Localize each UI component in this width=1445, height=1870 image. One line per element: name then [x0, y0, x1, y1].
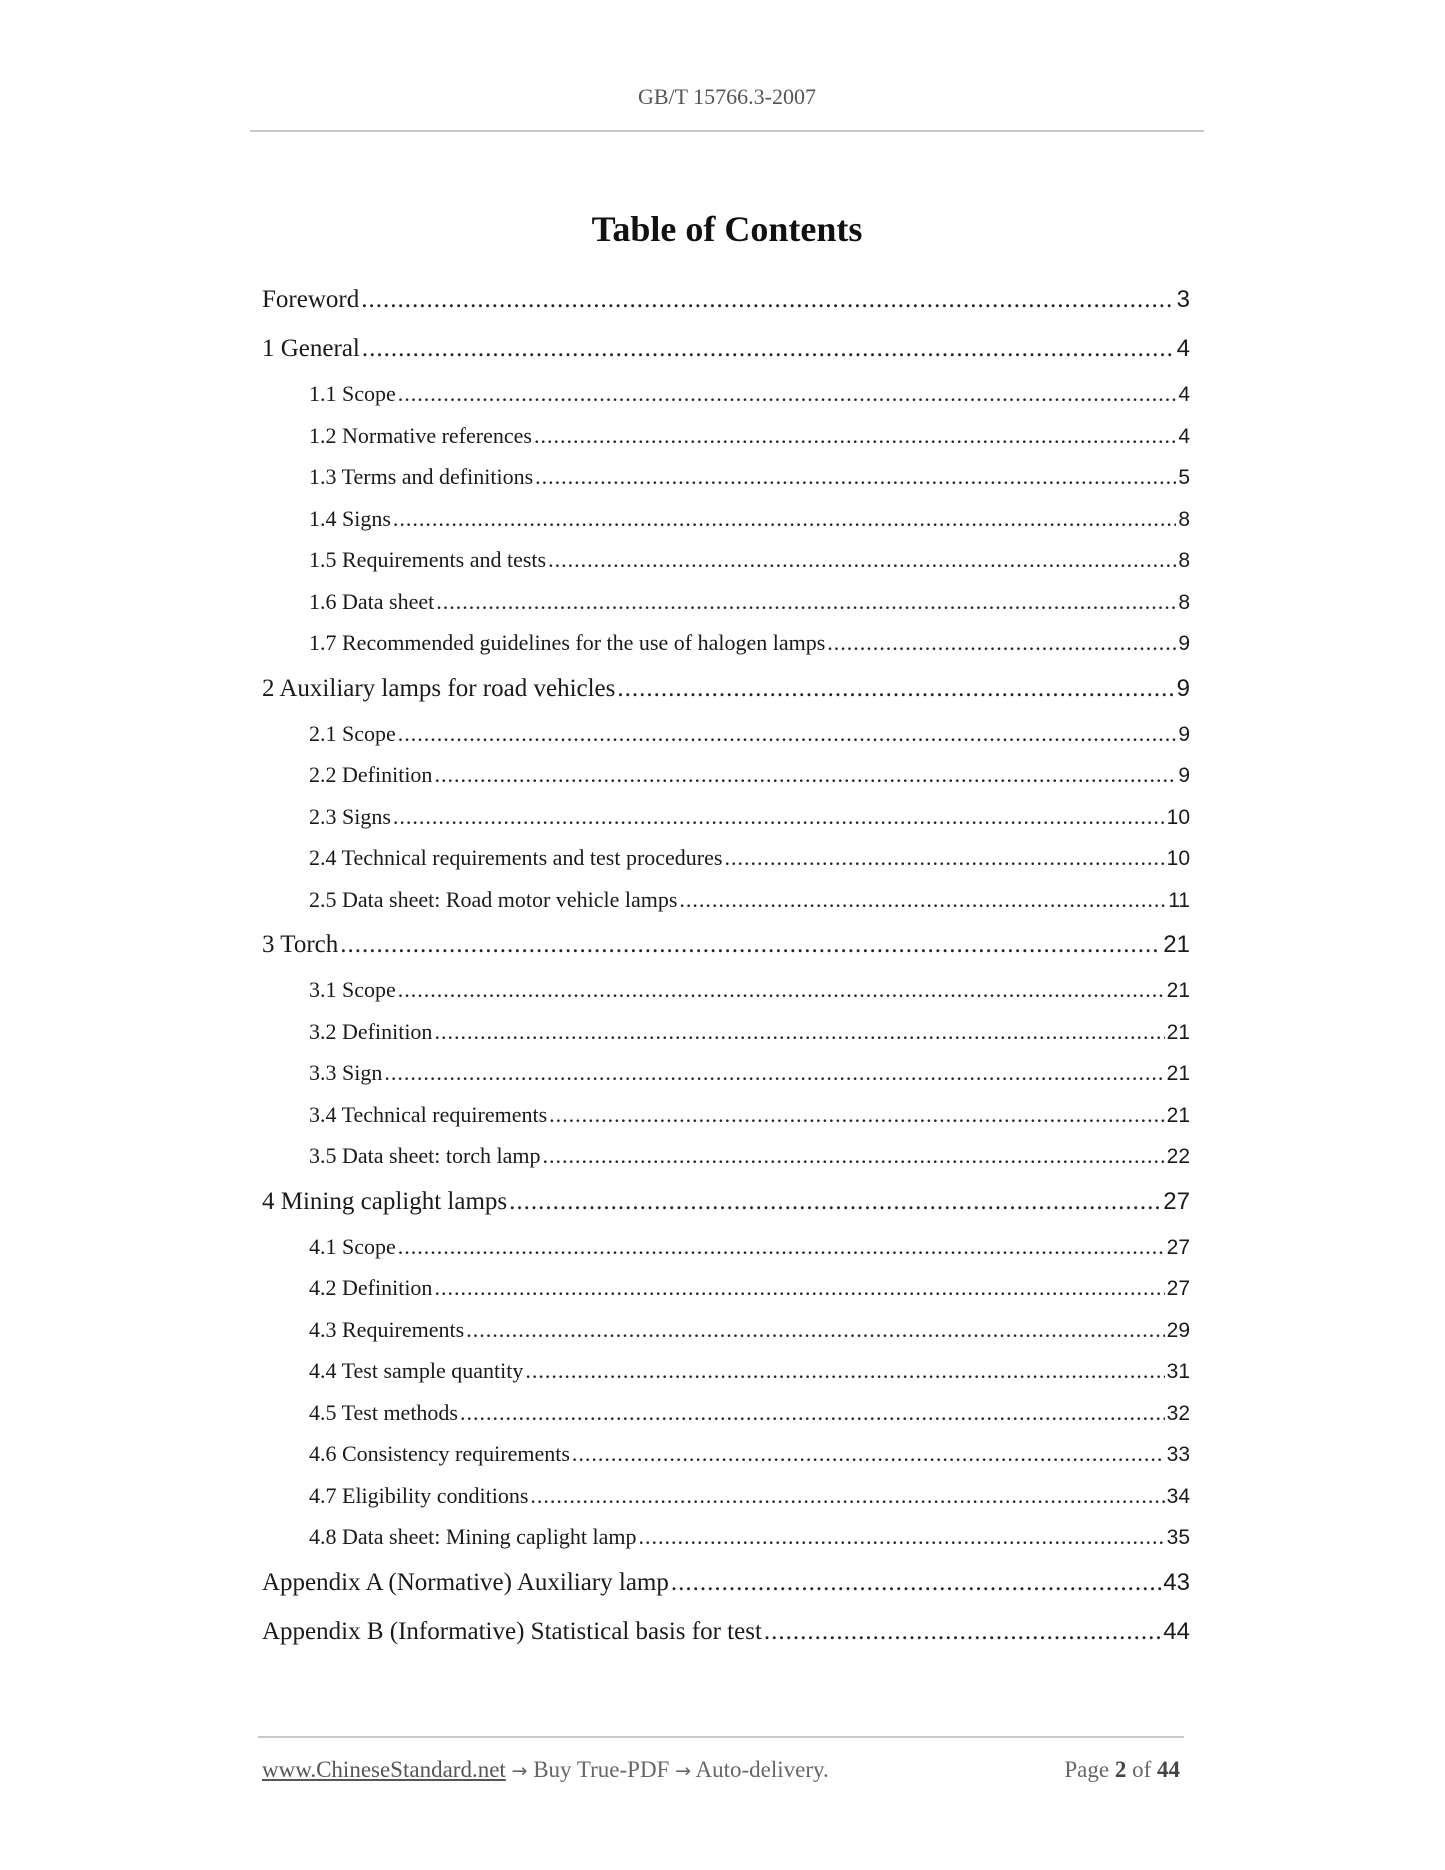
toc-entry[interactable]	[262, 1607, 1190, 1656]
auto-delivery-text: Auto-delivery.	[695, 1757, 829, 1782]
toc-entry-label: 1.4 Signs	[309, 505, 391, 531]
toc-entry-page: 9	[1176, 674, 1190, 702]
toc-entry-page: 11	[1168, 888, 1190, 912]
site-link[interactable]: www.ChineseStandard.net	[262, 1757, 506, 1782]
toc-entry-page: 27	[1166, 1277, 1190, 1300]
arrow-right-icon: →	[511, 1760, 528, 1782]
toc-entry-page: 35	[1166, 1526, 1190, 1549]
toc-entry-label: 4.8 Data sheet: Mining caplight lamp	[309, 1524, 637, 1549]
toc-entry[interactable]	[262, 1267, 1190, 1309]
toc-entry-label: 1.2 Normative references	[309, 422, 532, 448]
toc-entry[interactable]	[262, 275, 1190, 324]
toc-entry-label: 1.5 Requirements and tests	[309, 547, 547, 572]
toc-entry-label: 1.7 Recommended guidelines for the use of halogen lamps	[309, 630, 826, 655]
buy-pdf-text: Buy True-PDF	[533, 1757, 670, 1782]
toc-dot-leader	[535, 456, 1176, 498]
toc-entry-label: Foreword	[262, 286, 360, 313]
toc-entry-label: 2.5 Data sheet: Road motor vehicle lamps	[309, 886, 678, 912]
page-total: 44	[1157, 1757, 1180, 1782]
toc-entry-page: 9	[1178, 632, 1190, 655]
toc-entry-page: 31	[1166, 1360, 1190, 1383]
toc-dot-leader	[466, 1309, 1164, 1351]
toc-dot-leader	[525, 1350, 1164, 1392]
toc-entry-page: 44	[1163, 1617, 1190, 1645]
toc-dot-leader	[434, 754, 1176, 796]
toc-entry[interactable]	[262, 1516, 1190, 1558]
toc-entry[interactable]	[262, 969, 1190, 1011]
toc-entry[interactable]	[262, 1433, 1190, 1475]
page-current: 2	[1114, 1757, 1127, 1782]
toc-entry-page: 4	[1178, 383, 1190, 406]
toc-entry-page: 21	[1166, 1103, 1190, 1127]
toc-entry[interactable]	[262, 837, 1190, 879]
toc-dot-leader	[398, 1226, 1165, 1268]
toc-entry-label: 4.4 Test sample quantity	[309, 1358, 524, 1383]
toc-entry-page: 43	[1163, 1568, 1190, 1596]
toc-entry[interactable]	[262, 1558, 1190, 1607]
toc-dot-leader	[436, 581, 1176, 623]
toc-entry-page: 8	[1178, 549, 1190, 572]
toc-entry[interactable]	[262, 1135, 1190, 1177]
toc-entry[interactable]	[262, 456, 1190, 498]
toc-dot-leader	[398, 373, 1177, 415]
table-of-contents	[262, 275, 1190, 1656]
toc-dot-leader	[362, 324, 1175, 373]
toc-entry-label: 3.2 Definition	[309, 1018, 433, 1044]
toc-entry-label: 2.3 Signs	[309, 803, 391, 829]
toc-entry-page: 21	[1166, 1020, 1190, 1044]
toc-entry-label: 3 Torch	[262, 931, 339, 958]
toc-entry[interactable]	[262, 1226, 1190, 1268]
toc-dot-leader	[398, 713, 1177, 755]
toc-entry-label: 2 Auxiliary lamps for road vehicles	[262, 674, 616, 702]
toc-entry[interactable]	[262, 498, 1190, 540]
toc-entry[interactable]	[262, 920, 1190, 969]
toc-entry-label: 1.6 Data sheet	[309, 588, 435, 614]
toc-dot-leader	[724, 837, 1164, 879]
toc-dot-leader	[340, 920, 1161, 969]
toc-entry[interactable]	[262, 1011, 1190, 1053]
toc-entry-page: 8	[1178, 590, 1190, 614]
toc-dot-leader	[434, 1011, 1164, 1053]
toc-dot-leader	[384, 1052, 1164, 1094]
toc-entry-page: 4	[1176, 335, 1190, 362]
toc-entry[interactable]	[262, 713, 1190, 755]
toc-dot-leader	[679, 879, 1166, 921]
toc-entry[interactable]	[262, 1177, 1190, 1226]
toc-entry-label: 4 Mining caplight lamps	[262, 1187, 508, 1215]
toc-entry-label: 1 General	[262, 335, 360, 362]
toc-entry[interactable]	[262, 539, 1190, 581]
toc-entry-page: 9	[1178, 722, 1190, 746]
toc-entry-label: 4.1 Scope	[309, 1233, 396, 1259]
toc-entry[interactable]	[262, 1350, 1190, 1392]
toc-dot-leader	[361, 275, 1174, 324]
toc-dot-leader	[764, 1607, 1161, 1656]
toc-entry-page: 32	[1166, 1401, 1190, 1425]
toc-entry[interactable]	[262, 796, 1190, 838]
footer-divider	[258, 1736, 1184, 1738]
toc-entry-page: 9	[1178, 764, 1190, 787]
toc-entry-label: 4.7 Eligibility conditions	[309, 1482, 529, 1508]
toc-entry[interactable]	[262, 415, 1190, 457]
toc-entry-page: 4	[1178, 424, 1190, 448]
toc-entry[interactable]	[262, 879, 1190, 921]
toc-entry-page: 33	[1166, 1443, 1190, 1466]
toc-entry-page: 21	[1166, 1062, 1190, 1085]
toc-entry-page: 21	[1166, 979, 1190, 1002]
toc-entry-page: 10	[1166, 805, 1190, 829]
toc-entry[interactable]	[262, 664, 1190, 713]
toc-entry[interactable]	[262, 581, 1190, 623]
toc-dot-leader	[434, 1267, 1164, 1309]
page-title: Table of Contents	[591, 209, 863, 249]
toc-entry[interactable]	[262, 373, 1190, 415]
toc-dot-leader	[393, 796, 1165, 838]
toc-dot-leader	[572, 1433, 1165, 1475]
toc-dot-leader	[534, 415, 1176, 457]
toc-dot-leader	[530, 1475, 1164, 1517]
toc-entry-label: 4.6 Consistency requirements	[309, 1441, 570, 1466]
page-number	[1064, 1757, 1180, 1783]
toc-entry-page: 10	[1166, 847, 1190, 870]
toc-entry-label: 3.5 Data sheet: torch lamp	[309, 1143, 541, 1168]
toc-dot-leader	[460, 1392, 1165, 1434]
toc-entry[interactable]	[262, 754, 1190, 796]
toc-entry-label: 1.1 Scope	[309, 381, 396, 406]
toc-entry-page: 22	[1166, 1145, 1190, 1168]
toc-entry-label: 4.3 Requirements	[309, 1316, 465, 1342]
toc-entry-label: 3.3 Sign	[309, 1060, 383, 1085]
toc-dot-leader	[671, 1558, 1161, 1607]
toc-entry-label: 4.5 Test methods	[309, 1399, 458, 1425]
toc-entry-label: 2.1 Scope	[309, 720, 396, 746]
toc-entry-label: 4.2 Definition	[309, 1275, 433, 1300]
toc-dot-leader	[548, 539, 1176, 581]
toc-entry[interactable]	[262, 622, 1190, 664]
toc-entry-page: 27	[1163, 1187, 1190, 1215]
toc-dot-leader	[509, 1177, 1161, 1226]
toc-dot-leader	[393, 498, 1176, 540]
toc-entry-page: 8	[1178, 507, 1190, 531]
toc-dot-leader	[617, 664, 1174, 713]
page-footer	[262, 1757, 1182, 1787]
toc-entry-label: 1.3 Terms and definitions	[309, 464, 534, 489]
toc-entry-page: 29	[1166, 1318, 1190, 1342]
toc-entry[interactable]	[262, 1309, 1190, 1351]
toc-entry-label: 3.1 Scope	[309, 977, 396, 1002]
toc-entry[interactable]	[262, 1094, 1190, 1136]
toc-entry-page: 27	[1166, 1235, 1190, 1259]
arrow-right-icon: →	[675, 1760, 692, 1782]
toc-entry-label: Appendix B (Informative) Statistical basis for test	[262, 1617, 762, 1645]
toc-dot-leader	[639, 1516, 1165, 1558]
toc-entry-label: Appendix A (Normative) Auxiliary lamp	[262, 1568, 669, 1596]
header-divider	[250, 130, 1204, 132]
footer-links	[262, 1757, 829, 1783]
toc-dot-leader	[398, 969, 1165, 1011]
running-header: GB/T 15766.3-2007	[637, 84, 817, 109]
toc-dot-leader	[543, 1135, 1165, 1177]
toc-dot-leader	[827, 622, 1176, 664]
toc-entry-label: 2.4 Technical requirements and test procedures	[309, 845, 723, 870]
toc-entry-page: 21	[1163, 931, 1190, 958]
toc-entry[interactable]	[262, 324, 1190, 373]
toc-entry[interactable]	[262, 1052, 1190, 1094]
toc-entry-page: 34	[1166, 1484, 1190, 1508]
toc-dot-leader	[549, 1094, 1165, 1136]
toc-entry-page: 5	[1178, 466, 1190, 489]
toc-entry[interactable]	[262, 1475, 1190, 1517]
toc-entry-page: 3	[1176, 286, 1190, 313]
page-word: Page	[1064, 1757, 1110, 1782]
toc-entry-label: 2.2 Definition	[309, 762, 433, 787]
of-word: of	[1132, 1757, 1152, 1782]
toc-entry-label: 3.4 Technical requirements	[309, 1101, 548, 1127]
toc-entry[interactable]	[262, 1392, 1190, 1434]
